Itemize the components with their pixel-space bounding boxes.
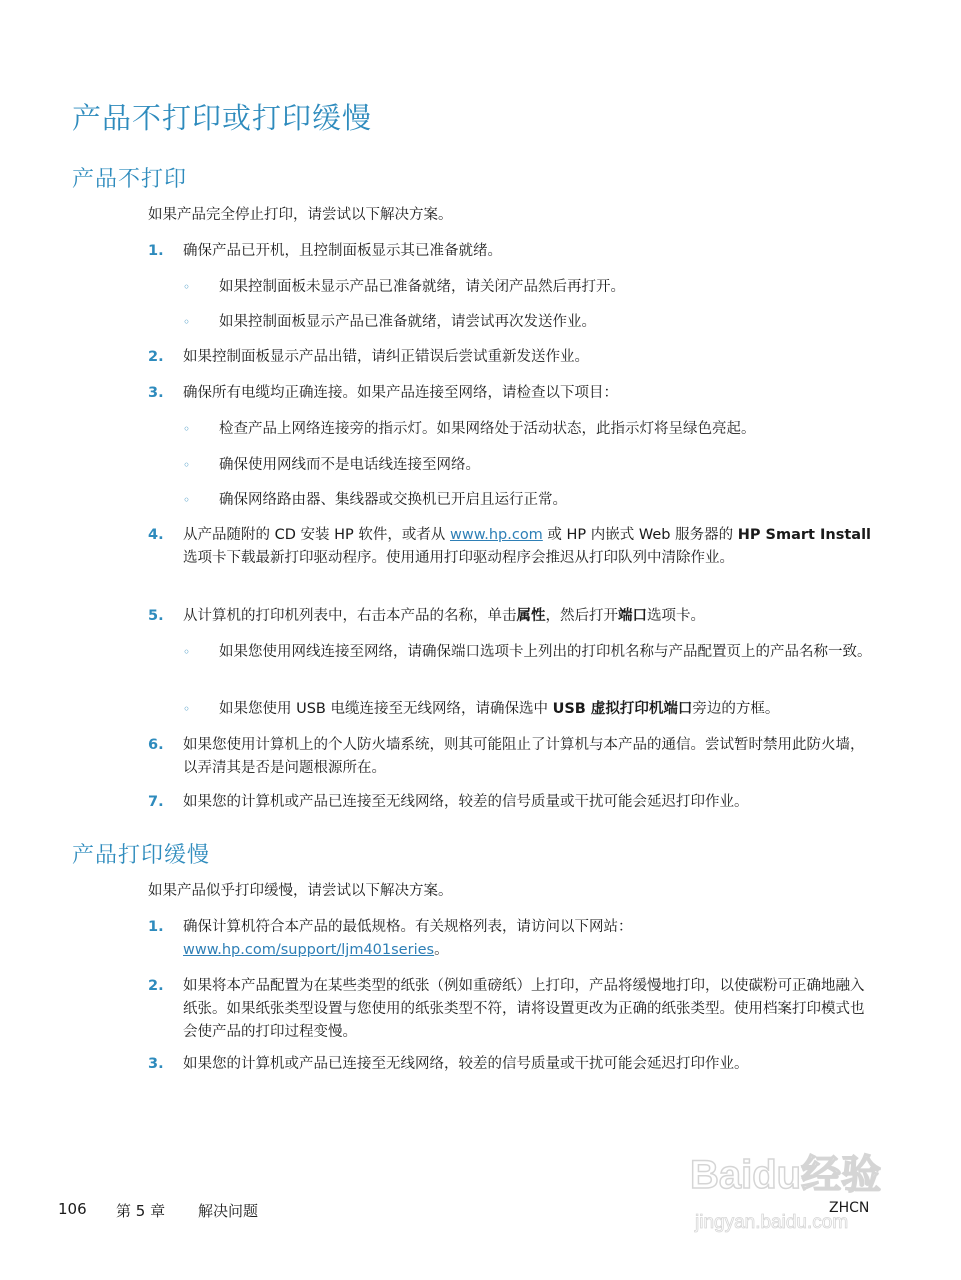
list-item-text: 如果控制面板显示产品出错，请纠正错误后尝试重新发送作业。 (183, 349, 589, 365)
list-number: 5. (148, 608, 164, 624)
text-run: 如果您使用 USB 电缆连接至无线网络，请确保选中 (219, 701, 553, 717)
hp-website-link[interactable]: www.hp.com (449, 527, 543, 543)
list-item-text: 确保所有电缆均正确连接。如果产品连接至网络，请检查以下项目： (183, 385, 618, 401)
text-run: 确保计算机符合本产品的最低规格。有关规格列表，请访问以下网站： (183, 919, 633, 935)
list-item (148, 382, 876, 405)
list-item (148, 240, 876, 263)
list-number: 2. (148, 349, 164, 365)
list-number: 3. (148, 385, 164, 401)
properties-label: 属性 (516, 608, 546, 624)
ports-label: 端口 (618, 608, 647, 624)
list-number: 6. (148, 737, 164, 753)
text-run: 旁边的方框。 (692, 701, 780, 717)
list-item (148, 346, 876, 369)
list-number: 4. (148, 527, 164, 543)
baidu-jingyan-watermark (690, 1140, 920, 1240)
bullet-icon: ◦ (183, 702, 191, 716)
list-number: 3. (148, 1056, 164, 1072)
text-run: 或 HP 内嵌式 Web 服务器的 (542, 527, 738, 543)
bullet-icon: ◦ (183, 280, 191, 294)
list-item (148, 734, 876, 780)
list-number: 1. (148, 243, 164, 259)
list-item-text: 如果将本产品配置为在某些类型的纸张（例如重磅纸）上打印，产品将缓慢地打印，以使碳粉可正确地融入纸张。如果纸张类型设置与您使用的纸张类型不符，请将设置更改为正确的纸张类型。使用档案打印模式也会使产品的打印过程变慢。 (183, 978, 865, 1040)
text-run: 从产品随附的 CD 安装 HP 软件，或者从 (183, 527, 450, 543)
section-title-not-printing: 产品不打印 (72, 167, 188, 192)
list-number: 2. (148, 978, 164, 994)
hp-smart-install-label: HP Smart Install (737, 527, 872, 543)
sub-item-text: 确保网络路由器、集线器或交换机已开启且运行正常。 (219, 492, 567, 508)
chapter-title: 解决问题 (198, 1202, 259, 1220)
chapter-label: 第 5 章 (116, 1202, 166, 1220)
bullet-icon: ◦ (183, 458, 191, 472)
text-run: ，然后打开 (545, 608, 618, 624)
sub-list-item (183, 276, 876, 299)
list-item-text: 如果您的计算机或产品已连接至无线网络，较差的信号质量或干扰可能会延迟打印作业。 (183, 1056, 749, 1072)
text-run: 从计算机的打印机列表中，右击本产品的名称，单击 (183, 608, 517, 624)
list-item-text (183, 524, 876, 570)
sub-list-item (183, 489, 876, 512)
sub-list-item (183, 418, 876, 441)
text-run: 。 (434, 942, 449, 958)
list-item (148, 791, 876, 814)
page-number: 106 (58, 1200, 87, 1218)
text-run: 选项卡。 (647, 608, 705, 624)
watermark-logo (690, 1140, 920, 1240)
sub-item-text: 检查产品上网络连接旁的指示灯。如果网络处于活动状态，此指示灯将呈绿色亮起。 (219, 421, 756, 437)
page-title: 产品不打印或打印缓慢 (72, 101, 373, 135)
list-item-text: 如果您使用计算机上的个人防火墙系统，则其可能阻止了计算机与本产品的通信。尝试暂时禁用此防火墙，以弄清其是否是问题根源所在。 (183, 737, 865, 776)
sub-item-text: 如果控制面板未显示产品已准备就绪，请关闭产品然后再打开。 (219, 279, 625, 295)
bullet-icon: ◦ (183, 645, 191, 659)
watermark-logo-text: Baidu经验 (690, 1153, 882, 1197)
list-item (148, 605, 876, 628)
sub-list-item (183, 311, 876, 334)
list-number: 7. (148, 794, 164, 810)
sub-item-text: 如果控制面板显示产品已准备就绪，请尝试再次发送作业。 (219, 314, 596, 330)
section-title-slow-printing: 产品打印缓慢 (72, 843, 211, 868)
list-item-text: 如果您的计算机或产品已连接至无线网络，较差的信号质量或干扰可能会延迟打印作业。 (183, 794, 749, 810)
sub-item-text (219, 698, 876, 721)
section-intro: 如果产品完全停止打印，请尝试以下解决方案。 (148, 207, 453, 223)
sub-item-text: 确保使用网线而不是电话线连接至网络。 (219, 457, 480, 473)
sub-list-item (183, 641, 876, 664)
list-item-text (183, 605, 876, 628)
hp-support-link[interactable]: www.hp.com/support/ljm401series (183, 942, 435, 958)
sub-list-item (183, 454, 876, 477)
list-item-text: 确保产品已开机，且控制面板显示其已准备就绪。 (183, 243, 502, 259)
list-item-text (183, 916, 876, 962)
watermark-url: jingyan.baidu.com (695, 1212, 849, 1233)
bullet-icon: ◦ (183, 422, 191, 436)
list-item (148, 524, 876, 570)
bullet-icon: ◦ (183, 493, 191, 507)
list-item (148, 916, 876, 962)
language-code: ZHCN (829, 1200, 870, 1216)
section-intro: 如果产品似乎打印缓慢，请尝试以下解决方案。 (148, 883, 453, 899)
bullet-icon: ◦ (183, 315, 191, 329)
list-number: 1. (148, 919, 164, 935)
sub-item-text: 如果您使用网线连接至网络，请确保端口选项卡上列出的打印机名称与产品配置页上的产品名称一致。 (219, 644, 872, 660)
list-item (148, 1053, 876, 1076)
text-run: 选项卡下载最新打印驱动程序。使用通用打印驱动程序会推迟从打印队列中清除作业。 (183, 550, 734, 566)
list-item (148, 975, 876, 1044)
usb-port-label: USB 虚拟打印机端口 (552, 701, 693, 717)
sub-list-item (183, 698, 876, 721)
